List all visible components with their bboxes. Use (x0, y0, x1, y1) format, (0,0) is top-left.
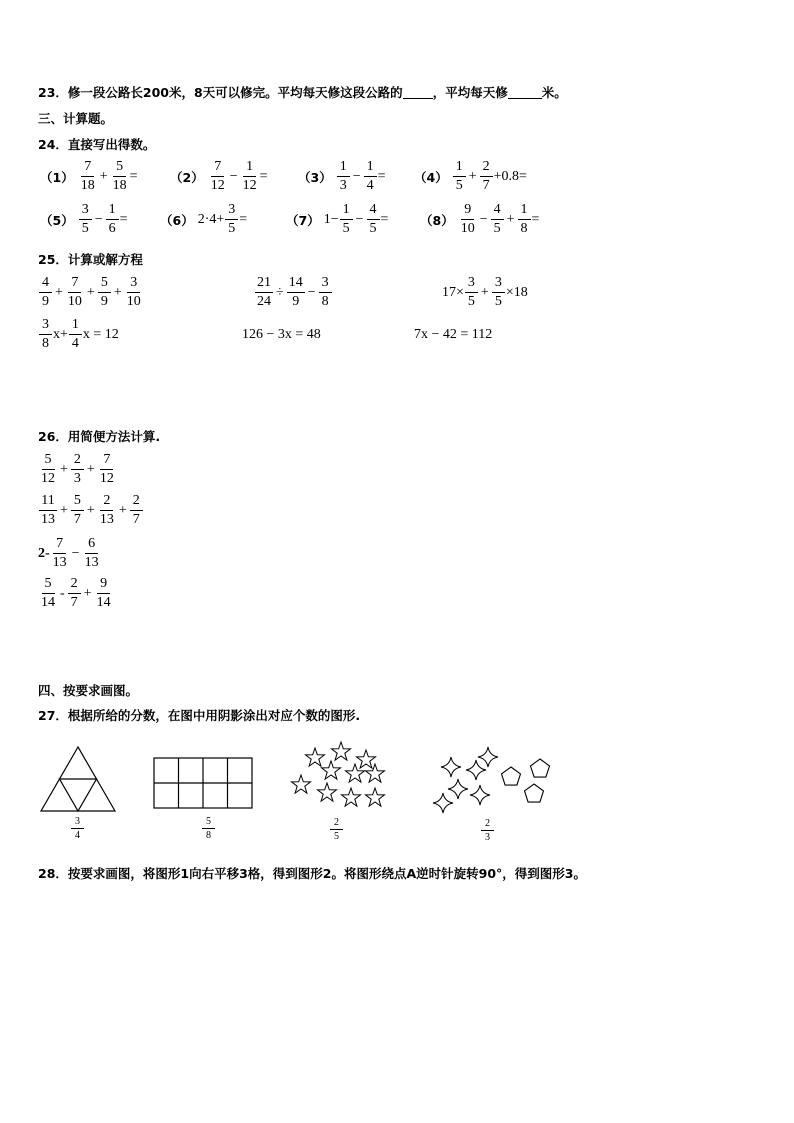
numerator: 3 (39, 318, 52, 335)
numerator: 7 (211, 160, 224, 177)
numerator: 3 (79, 203, 92, 220)
denominator: 24 (257, 294, 271, 309)
denominator: 5 (334, 831, 339, 842)
denominator: 3 (73, 471, 81, 486)
q25-expr-3 (442, 276, 528, 309)
numerator: 5 (42, 453, 55, 470)
q24-item-4 (414, 160, 527, 193)
q23-blank-2[interactable] (508, 86, 542, 99)
denominator: 4 (71, 336, 79, 351)
denominator: 6 (108, 221, 116, 236)
item-tag: （3） (298, 169, 332, 185)
q25-equation-2: 126 − 3x = 48 (242, 327, 321, 342)
term: x = 12 (82, 326, 119, 342)
item-tag: （4） (414, 169, 448, 185)
denominator: 5 (81, 221, 89, 236)
q24-item-1 (40, 160, 138, 193)
question-27-title: 27．根据所给的分数，在图中用阴影涂出对应个数的图形. (38, 708, 361, 723)
equals: = (531, 211, 540, 227)
numerator: 1 (453, 160, 466, 177)
numerator: 21 (255, 276, 273, 293)
operator: − (229, 168, 238, 184)
term: 1− (323, 211, 339, 227)
numerator: 3 (492, 276, 505, 293)
denominator: 10 (460, 221, 475, 236)
denominator: 5 (494, 294, 502, 309)
denominator: 7 (73, 512, 81, 527)
operator: + (113, 284, 122, 300)
operator: − (71, 545, 80, 561)
q26-expr-4 (38, 577, 114, 610)
denominator: 5 (342, 221, 350, 236)
question-25-title: 25．计算或解方程 (38, 252, 143, 267)
item-tag: （6） (160, 212, 194, 228)
denominator: 13 (41, 512, 55, 527)
operator: + (86, 461, 95, 477)
q24-item-6 (160, 203, 247, 236)
operator: + (118, 502, 127, 518)
q26-expr-3 (38, 537, 102, 570)
operator: − (355, 211, 364, 227)
question-23 (38, 83, 567, 101)
item-tag: （5） (40, 212, 74, 228)
item-tag: （8） (420, 212, 454, 228)
denominator: 5 (455, 178, 463, 193)
operator: + (506, 211, 515, 227)
q25-expr-1 (38, 276, 144, 309)
item-tag: （7） (286, 212, 320, 228)
term: ×18 (505, 284, 528, 300)
q26-expr-2 (38, 494, 144, 527)
denominator: 7 (70, 595, 78, 610)
equals: = (377, 168, 386, 184)
numerator: 4 (367, 203, 380, 220)
q23-blank-1[interactable] (403, 86, 433, 99)
numerator: 2 (480, 160, 493, 177)
operator: + (468, 168, 477, 184)
stars-figure[interactable] (287, 738, 392, 818)
operator: + (83, 585, 92, 601)
denominator: 13 (99, 512, 114, 527)
numerator: 4 (39, 276, 52, 293)
denominator: 12 (210, 178, 225, 193)
denominator: 7 (132, 512, 140, 527)
denominator: 14 (41, 595, 55, 610)
q24-item-3 (298, 160, 386, 193)
operator: + (55, 284, 63, 300)
numerator: 4 (491, 203, 504, 220)
operator: + (480, 284, 489, 300)
denominator: 5 (467, 294, 475, 309)
q24-item-2 (170, 160, 268, 193)
denominator: 9 (100, 294, 108, 309)
denominator: 14 (96, 595, 111, 610)
numerator: 7 (53, 537, 66, 554)
denominator: 4 (75, 830, 80, 841)
numerator: 5 (71, 494, 84, 511)
operator: + (60, 461, 68, 477)
question-28: 28．按要求画图，将图形1向右平移3格，得到图形2。将图形绕点A逆时针旋转90°，得到图形3。 (38, 866, 587, 881)
equals: +0.8= (493, 168, 527, 184)
q24-item-5 (40, 203, 128, 236)
denominator: 18 (112, 178, 127, 193)
numerator: 2 (330, 818, 343, 830)
numerator: 5 (98, 276, 111, 293)
question-24-title: 24．直接写出得数。 (38, 137, 156, 152)
numerator: 1 (337, 160, 350, 177)
denominator: 5 (228, 221, 236, 236)
denominator: 13 (84, 555, 99, 570)
sparkles-pentagons-figure[interactable] (432, 740, 557, 815)
denominator: 9 (292, 294, 300, 309)
denominator: 7 (482, 178, 490, 193)
operator: + (99, 168, 108, 184)
numerator: 2 (68, 577, 81, 594)
denominator: 8 (206, 830, 211, 841)
numerator: 2 (100, 494, 113, 511)
item-tag: （1） (40, 169, 74, 185)
fraction-label-2-5 (329, 818, 344, 842)
denominator: 18 (80, 178, 95, 193)
denominator: 12 (41, 471, 55, 486)
operator: − (479, 211, 488, 227)
equals: = (259, 168, 268, 184)
operator: − (352, 168, 361, 184)
term: 2·4+ (197, 211, 225, 227)
triangle-figure[interactable] (38, 745, 118, 815)
numerator: 9 (461, 203, 474, 220)
denominator: 5 (493, 221, 501, 236)
denominator: 8 (321, 294, 329, 309)
denominator: 12 (242, 178, 257, 193)
q23-mid: ，平均每天修 (432, 85, 508, 100)
question-26-title: 26．用简便方法计算. (38, 429, 161, 444)
denominator: 13 (52, 555, 67, 570)
q24-item-7 (286, 203, 388, 236)
rectangle-grid-figure[interactable] (153, 757, 253, 809)
denominator: 8 (42, 336, 49, 351)
term: x+ (53, 326, 68, 342)
numerator: 1 (243, 160, 256, 177)
equals: = (119, 211, 128, 227)
item-tag: （2） (170, 169, 204, 185)
numerator: 2 (481, 819, 494, 831)
fraction-label-5-8 (201, 817, 216, 841)
numerator: 2 (71, 453, 84, 470)
numerator: 1 (340, 203, 353, 220)
denominator: 3 (339, 178, 347, 193)
term: 17× (442, 284, 464, 300)
section-3-heading: 三、计算题。 (38, 111, 114, 126)
numerator: 3 (127, 276, 140, 293)
numerator: 5 (202, 817, 215, 829)
operator: − (94, 211, 103, 227)
numerator: 9 (97, 577, 110, 594)
denominator: 9 (42, 294, 49, 309)
operator: + (86, 502, 95, 518)
numerator: 1 (518, 203, 531, 220)
numerator: 11 (39, 494, 56, 511)
section-4-heading: 四、按要求画图。 (38, 683, 139, 698)
numerator: 7 (100, 453, 113, 470)
denominator: 3 (485, 832, 490, 843)
q25-equation-1 (38, 318, 119, 351)
numerator: 3 (319, 276, 332, 293)
equals: = (129, 168, 138, 184)
numerator: 1 (106, 203, 119, 220)
operator: + (86, 284, 95, 300)
numerator: 7 (68, 276, 81, 293)
numerator: 3 (465, 276, 478, 293)
equals: = (380, 211, 389, 227)
denominator: 10 (67, 294, 82, 309)
fraction-label-3-4 (70, 817, 85, 841)
q26-expr-1 (38, 453, 117, 486)
numerator: 7 (81, 160, 94, 177)
numerator: 14 (287, 276, 305, 293)
numerator: 5 (113, 160, 126, 177)
q23-prefix: 23．修一段公路长200米，8天可以修完。平均每天修这段公路的 (38, 85, 403, 100)
numerator: 2 (130, 494, 143, 511)
operator: - (60, 585, 65, 601)
denominator: 10 (126, 294, 141, 309)
operator: + (60, 502, 68, 518)
numerator: 3 (225, 203, 238, 220)
denominator: 12 (99, 471, 114, 486)
operator: ÷ (276, 284, 284, 300)
term: 2- (38, 545, 50, 561)
q23-suffix: 米。 (541, 85, 567, 100)
numerator: 1 (364, 160, 377, 177)
fraction-label-2-3 (480, 819, 495, 843)
numerator: 5 (42, 577, 55, 594)
denominator: 5 (369, 221, 377, 236)
operator: − (307, 284, 316, 300)
q25-expr-2 (254, 276, 333, 309)
denominator: 4 (366, 178, 374, 193)
numerator: 3 (71, 817, 84, 829)
q25-equation-3: 7x − 42 = 112 (414, 327, 493, 342)
q24-item-8 (420, 203, 539, 236)
equals: = (239, 211, 248, 227)
denominator: 8 (520, 221, 528, 236)
numerator: 1 (69, 318, 82, 335)
numerator: 6 (85, 537, 98, 554)
